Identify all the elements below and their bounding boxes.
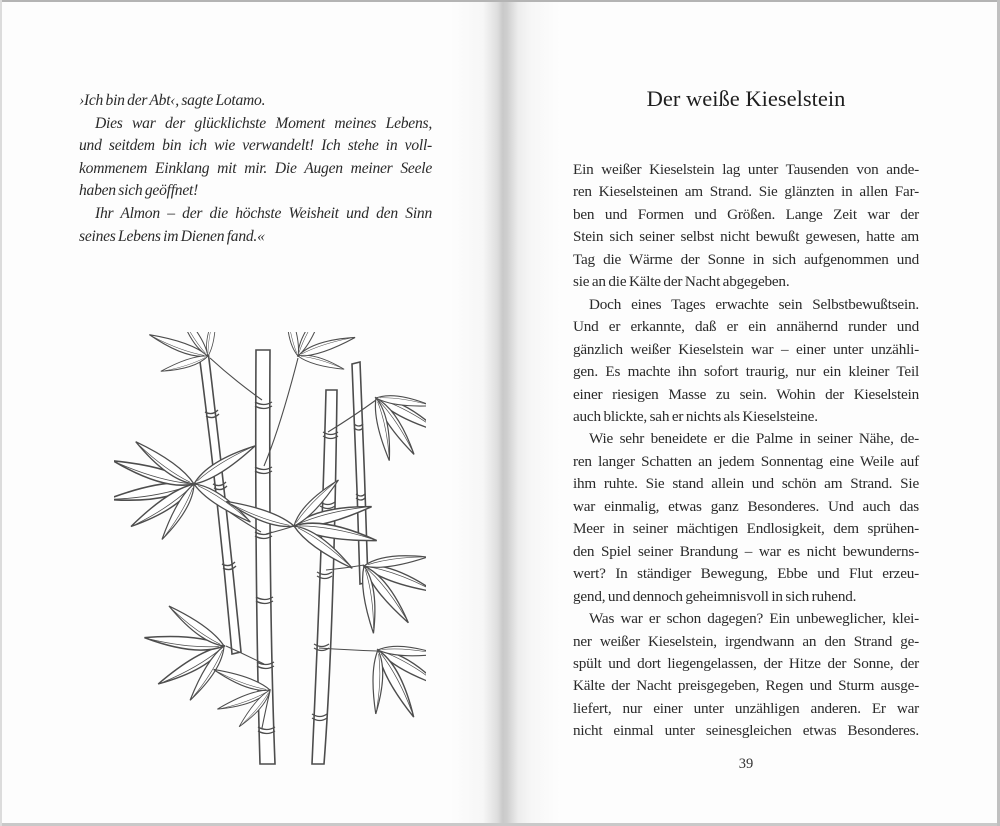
right-page-body-text — [573, 159, 919, 743]
text-line: spült und dort liegengelassen, der Hitze der Sonne, der — [573, 654, 919, 672]
text-line: den Spiel seiner Brandung – war es nicht bewunderns- — [573, 542, 919, 560]
text-line: Stein sich seiner selbst nicht bewußt gewesen, hatte am — [573, 228, 919, 246]
text-line: haben sich geöffnet! — [79, 182, 199, 200]
chapter-title: Der weiße Kieselstein — [646, 86, 846, 111]
text-line: Wie sehr beneidete er die Palme in seiner Nähe, de- — [589, 430, 919, 448]
text-line: Meer in seiner mächtigen Endlosigkeit, dem sprühen- — [573, 520, 919, 538]
text-line: ihm ruhte. Sie stand allein und schön am Strand. Sie — [573, 475, 919, 493]
page-number: 39 — [738, 756, 754, 772]
text-line: seines Lebens im Dienen fand.« — [79, 227, 265, 245]
text-line: gen. Es machte ihn sofort traurig, nur ein kleiner Teil — [573, 363, 919, 381]
text-line: und seitdem bin ich wie verwandelt! Ich stehe in voll- — [79, 137, 432, 155]
text-line: ner weißer Kieselstein, irgendwann an den Strand ge- — [573, 632, 919, 650]
text-line: ›Ich bin der Abt‹, sagte Lotamo. — [79, 92, 266, 109]
text-line: auch blickte, sah er nichts als Kieselsteine. — [573, 407, 818, 425]
text-line: gend, und dennoch geheimnisvoll in sich ruhend. — [573, 587, 857, 605]
text-line: Tag die Wärme der Sonne in sich aufgenommen und — [573, 250, 919, 268]
text-line: sie an die Kälte der Nacht abgegeben. — [573, 273, 790, 291]
left-page-quote-text — [79, 90, 432, 248]
text-line: einer riesigen Masse zu sein. Wohin der Kieselstein — [573, 385, 919, 403]
text-line: ren langer Schatten an jedem Sonnentag eine Weile auf — [573, 452, 919, 470]
text-line: ren Kieselsteinen am Strand. Sie glänzten in allen Far- — [573, 183, 919, 201]
text-line: war einmalig, etwas ganz Besonderes. Und auch das — [573, 497, 919, 515]
text-line: Was war er schon dagegen? Ein unbeweglicher, klei- — [589, 610, 919, 628]
text-line: Ein weißer Kieselstein lag unter Tausenden von ande- — [573, 161, 919, 178]
scan-edge-top — [0, 0, 1000, 2]
text-line: Doch eines Tages erwachte sein Selbstbewußtsein. — [589, 295, 919, 313]
text-line: kommenem Einklang mit mir. Die Augen meiner Seele — [79, 159, 432, 177]
text-line: wert? In ständiger Bewegung, Ebbe und Flut erzeu- — [573, 565, 919, 583]
text-line: liefert, nur einer unter unzähligen anderen. Er war — [573, 699, 919, 717]
text-line: ben und Formen und Größen. Lange Zeit war der — [573, 205, 919, 223]
book-gutter-shadow — [450, 0, 560, 826]
text-line: Und er erkannte, daß er ein annähernd runder und — [573, 318, 919, 336]
bamboo-drawing-svg — [114, 332, 426, 766]
text-line: Kälte der Nacht preisgegeben, Regen und Sturm ausge- — [573, 677, 919, 695]
bamboo-illustration — [114, 332, 426, 766]
scan-edge-left — [0, 0, 2, 826]
text-line: gänzlich weißer Kieselstein war – einer unter unzähli- — [573, 340, 919, 358]
text-line: Dies war der glücklichste Moment meines Lebens, — [95, 114, 432, 132]
text-line: nicht einmal unter seinesgleichen etwas Besonderes. — [573, 722, 919, 740]
text-line: Ihr Almon – der die höchste Weisheit und den Sinn — [95, 204, 432, 222]
